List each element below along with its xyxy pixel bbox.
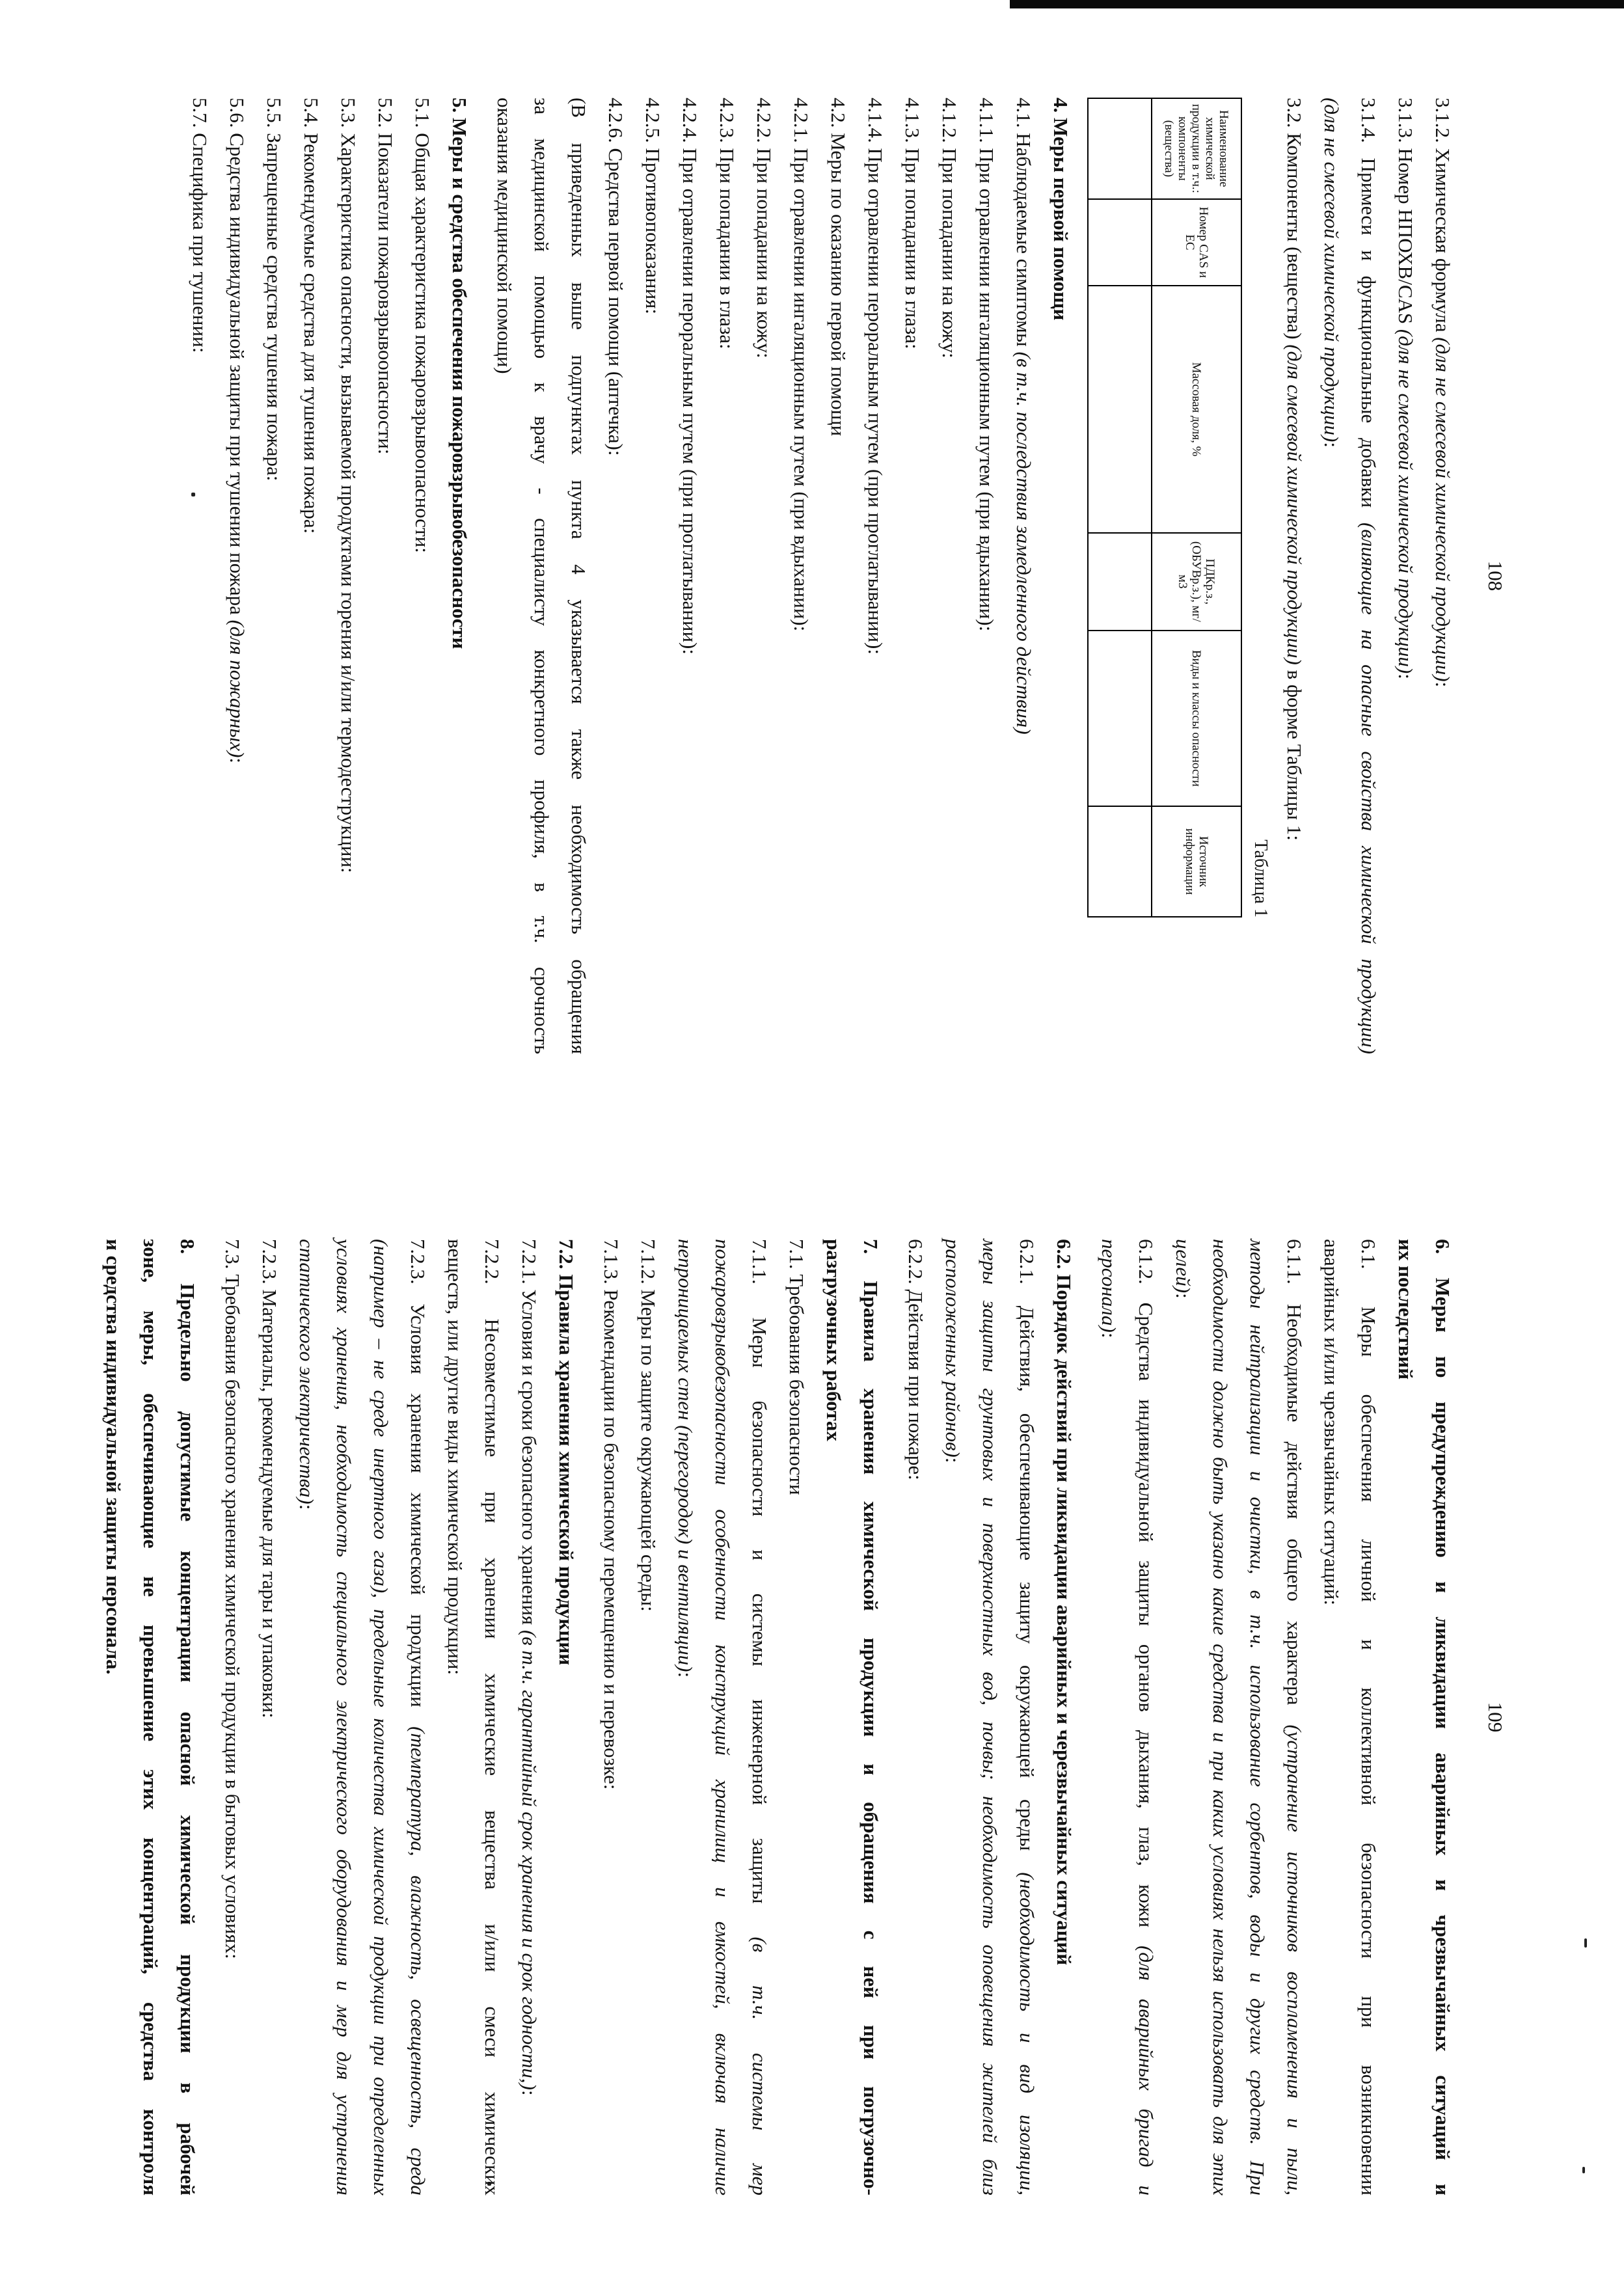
text-line: [293, 98, 330, 1054]
text-line: [437, 1239, 474, 2195]
text-run: 7.1.3. Рекомендации по безопасному перемещению и перевозке:: [600, 1239, 623, 1790]
text-line: [597, 98, 634, 1054]
text-run: 6.2.2. Действия при пожаре:: [904, 1239, 927, 1480]
text-line: [593, 1239, 630, 2195]
text-run: 5.5. Запрещенные средства тушения пожара:: [263, 98, 286, 482]
text-run: :: [295, 1504, 318, 1510]
text-run: (В приведенных выше подпунктах пункта 4 указывается также необходимость обращения: [567, 98, 590, 1054]
text-line: [1046, 1239, 1083, 2195]
text-line: [182, 98, 219, 1054]
text-run: 5.6. Средства индивидуальной защиты при тушении пожара: [226, 98, 249, 620]
text-run: 7.1.1. Меры безопасности и системы инженерной защиты: [748, 1239, 771, 1937]
text-run: 4.2.3. При попадании в глаза:: [716, 98, 738, 349]
bold-run: их последствий: [1394, 1239, 1417, 1380]
bold-run: 6. Меры по предупреждению и ликвидации аварийных и чрезвычайных ситуаций и: [1431, 1239, 1454, 2195]
italic-run: (для пожарных): [226, 619, 249, 758]
italic-run: непроницаемых стен (перегородок) и вентиляции): [674, 1239, 697, 1672]
text-line: [1387, 98, 1424, 1054]
bold-run: 5. Меры и средства обеспечения пожаровзрывобезопасности: [448, 98, 471, 649]
bold-run: 6.2. Порядок действий при ликвидации аварийных и черезвычайных ситуаций: [1053, 1239, 1076, 1966]
text-run: 4.1. Наблюдаемые симптомы: [1012, 98, 1035, 352]
italic-run: необходимости должно быть указано какие средства и при каких условиях нельзя использовать для этих: [1209, 1239, 1232, 2195]
text-run: в форме Таблицы 1:: [1283, 664, 1306, 841]
text-line: [671, 98, 709, 1054]
text-line: [486, 98, 523, 1054]
text-run: 4.2.6. Средства первой помощи (аптечка):: [604, 98, 627, 456]
text-run: за медицинской помощью к врачу - специалисту конкретного профиля, в т.ч. срочность: [530, 98, 553, 1054]
text-run: 4.1.3. При попадании в глаза:: [901, 98, 924, 349]
text-line: [330, 98, 367, 1054]
empty-cell: [1088, 199, 1152, 286]
text-run: :: [1431, 681, 1454, 688]
text-line: [1165, 1239, 1202, 2195]
text-run: 7.3. Требования безопасного хранения химической продукции в бытовых условиях:: [221, 1239, 244, 1959]
text-line: [709, 98, 746, 1054]
text-line: [256, 98, 293, 1054]
text-run: 4.1.2. При попадании на кожу:: [938, 98, 961, 359]
bold-run: 7. Правила хранения химической продукции и обращения с ней при погрузочно-: [859, 1239, 882, 2195]
text-line: [746, 98, 783, 1054]
text-line: [523, 98, 560, 1054]
scan-speck: [1582, 2167, 1585, 2173]
text-line: [931, 98, 968, 1054]
text-run: :: [1320, 442, 1343, 448]
text-line: [169, 1239, 206, 2195]
bold-run: 8. Предельно допустимые концентрации опасной химической продукции в рабочей: [176, 1239, 199, 2195]
text-run: 4.2.4. При отравлении пероральным путем (при проглатывании):: [679, 98, 701, 655]
empty-cell: [1088, 286, 1152, 533]
italic-run: расположенных районов): [941, 1239, 964, 1458]
text-run: веществ, или другие виды химической продукции:: [444, 1239, 467, 1676]
italic-run: (устранение источников воспламенения и пыли,: [1283, 1724, 1306, 2195]
italic-run: (для не смесевой химической продукции): [1320, 98, 1343, 442]
text-line: [1424, 1239, 1461, 2195]
text-line: [815, 1239, 852, 2195]
text-run: 3.2. Компоненты (вещества): [1283, 98, 1306, 345]
text-line: [1239, 1239, 1276, 2195]
text-line: [95, 1239, 132, 2195]
text-run: :: [941, 1457, 964, 1463]
text-run: 7.1. Требования безопасности: [785, 1239, 808, 1495]
page-109: [0, 1141, 1624, 2280]
italic-run: (для не смесевой химической продукции): [1431, 337, 1454, 682]
text-line: [971, 1239, 1008, 2195]
page-108-section-3: [1276, 98, 1461, 1054]
text-line: [1090, 1239, 1128, 2195]
text-line: [857, 98, 894, 1054]
text-run: :: [1394, 673, 1417, 679]
page-number: 108: [1484, 560, 1507, 591]
col-header-name: Наименование химической продукции в т.ч.: компоненты (вещества): [1152, 98, 1241, 199]
text-line: [894, 98, 931, 1054]
text-run: 5.3. Характеристика опасности, вызываемой продуктами горения и/или термодеструкции:: [337, 98, 360, 873]
text-run: :: [518, 2089, 541, 2096]
text-line: [897, 1239, 934, 2195]
italic-run: (в т.ч. последствия замедленного действия): [1012, 351, 1035, 735]
text-run: :: [674, 1672, 697, 1678]
text-line: [667, 1239, 704, 2195]
empty-cell: [1088, 533, 1152, 631]
text-line: [219, 98, 256, 1054]
text-line: [634, 98, 671, 1054]
col-header-info-source: Источник информации: [1152, 806, 1241, 917]
italic-run: статического электричества): [295, 1239, 318, 1504]
text-line: [1008, 1239, 1046, 2195]
col-header-cas-ec: Номер CAS и ЕС: [1152, 199, 1241, 286]
scan-speck: [1584, 1938, 1587, 1948]
text-run: 4.2.1. При отравлении ингаляционным путем (при вдыхании):: [790, 98, 813, 632]
text-line: [1387, 1239, 1424, 2195]
text-run: 5.2. Показатели пожаровзрывоопасности:: [374, 98, 397, 455]
italic-run: условиях хранения, необходимость специального электрического оборудования и мер для устранения: [332, 1239, 355, 2195]
text-run: 6.1. Меры обеспечения личной и коллективной безопасности при возникновении: [1357, 1239, 1380, 2195]
text-run: 6.2.1. Действия, обеспечивающие защиту окружающей среды: [1016, 1239, 1038, 1873]
text-run: :: [1098, 1332, 1120, 1338]
text-line: [214, 1239, 251, 2195]
text-line: [1276, 98, 1313, 1054]
text-run: 6.1.1. Необходимые действия общего характера: [1283, 1239, 1306, 1725]
text-line: [1042, 98, 1079, 1054]
text-line: [1202, 1239, 1239, 2195]
text-run: 5.1. Общая характеристика пожаровзрывоопасности:: [411, 98, 434, 553]
table-caption: Таблица 1: [1251, 839, 1271, 917]
scan-half-page-109: [0, 1141, 1624, 2282]
italic-run: (например – не среде инертного газа), предельные количества химической продукции при определенных: [370, 1239, 392, 2195]
text-run: оказания медицинской помощи): [493, 98, 516, 374]
text-line: [852, 1239, 889, 2195]
page-109-content: [95, 1239, 1509, 2195]
components-table: [1087, 98, 1242, 917]
text-line: [1128, 1239, 1165, 2195]
text-run: 4.2.2. При попадании на кожу:: [753, 98, 776, 359]
text-line: [548, 1239, 585, 2195]
text-run: 7.2.2. Несовместимые при хранении химические вещества и/или смеси химических: [481, 1239, 504, 2195]
italic-run: (необходимость и вид изоляции,: [1016, 1872, 1038, 2195]
text-run: 7.1.2. Меры по защите окружающей среды:: [637, 1239, 660, 1612]
page-108: [0, 0, 1624, 1139]
text-line: [968, 98, 1005, 1054]
text-line: [1313, 98, 1350, 1054]
text-line: [288, 1239, 325, 2195]
text-run: 7.2.1. Условия и сроки безопасного хранения: [518, 1239, 541, 1630]
bold-run: 4. Меры первой помощи: [1049, 98, 1072, 321]
italic-run: персонала): [1098, 1239, 1120, 1333]
italic-run: (в т.ч. гарантийный срок хранения и срок годности,): [518, 1629, 541, 2090]
empty-cell: [1088, 98, 1152, 199]
components-table-empty-row: [1088, 98, 1152, 917]
italic-run: (для аварийных бригад и: [1135, 1946, 1157, 2195]
text-run: 6.1.2. Средства индивидуальной защиты органов дыхания, глаз, кожи: [1135, 1239, 1157, 1946]
italic-run: (температура, влажность, освещенность, среда: [407, 1726, 429, 2195]
text-line: [367, 98, 404, 1054]
components-table-header-row: [1152, 98, 1241, 917]
italic-run: методы нейтрализации и очистки, в т.ч. использование сорбентов, воды и других средств. При: [1246, 1239, 1269, 2195]
page-108-content: [182, 98, 1509, 1054]
text-run: аварийных и/или чрезвычайных ситуаций:: [1320, 1239, 1343, 1605]
text-line: [511, 1239, 548, 2195]
italic-run: (в т.ч. системы мер: [748, 1936, 771, 2195]
col-header-hazard-classes: Виды и классы опасности: [1152, 631, 1241, 806]
text-run: :: [226, 757, 249, 764]
bold-run: разгрузочных работах: [822, 1239, 845, 1441]
scan-artifact-smudge: [1010, 0, 1624, 8]
text-run: 3.1.2. Химическая формула: [1431, 98, 1454, 338]
text-run: 4.1.1. При отравлении ингаляционным путем (при вдыхании):: [975, 98, 998, 632]
text-run: 7.2.3. Материалы, рекомендуемые для тары и упаковки:: [258, 1239, 281, 1718]
text-line: [325, 1239, 362, 2195]
bold-run: зоне, меры, обеспечивающие не превышение этих концентраций, средства контроля: [139, 1239, 162, 2195]
bold-run: и средства индивидуальной защиты персонала.: [102, 1239, 125, 1675]
text-run: 5.7. Специфика при тушении:: [189, 98, 211, 353]
text-line: [1350, 98, 1387, 1054]
page-109-sections-6-7-8: [95, 1239, 1461, 2195]
italic-run: целей): [1172, 1239, 1195, 1294]
text-line: [1350, 1239, 1387, 2195]
italic-run: (для не смесевой химической продукции): [1394, 329, 1417, 674]
text-run: :: [1172, 1293, 1195, 1299]
text-line: [441, 98, 478, 1054]
empty-cell: [1088, 631, 1152, 806]
text-line: [362, 1239, 399, 2195]
text-line: [783, 98, 820, 1054]
text-run: 3.1.3. Номер НПОХВ/CAS: [1394, 98, 1417, 329]
text-line: [778, 1239, 815, 2195]
text-line: [399, 1239, 437, 2195]
empty-cell: [1088, 806, 1152, 917]
italic-run: (для смесевой химической продукции): [1283, 344, 1306, 665]
col-header-pdk: ПДКр.з., (ОБУВр.з.), мг/м3: [1152, 533, 1241, 631]
text-line: [820, 98, 857, 1054]
page-number: 109: [1484, 1702, 1507, 1733]
text-line: [934, 1239, 971, 2195]
text-line: [132, 1239, 169, 2195]
text-run: 7.2.3. Условия хранения химической продукции: [407, 1239, 429, 1727]
text-run: 4.2. Меры по оказанию первой помощи: [827, 98, 850, 437]
text-run: 4.2.5. Противопоказания:: [642, 98, 664, 315]
text-line: [404, 98, 441, 1054]
text-line: [474, 1239, 511, 2195]
text-line: [1424, 98, 1461, 1054]
text-run: 4.1.4. При отравлении пероральным путем (при проглатывании):: [864, 98, 887, 655]
col-header-mass-fraction: Массовая доля, %: [1152, 286, 1241, 533]
text-line: [704, 1239, 741, 2195]
text-line: [630, 1239, 667, 2195]
italic-run: пожаровзрывобезопасности особенности конструкций хранилищ и емкостей, включая наличие: [711, 1239, 734, 2195]
text-line: [560, 98, 597, 1054]
text-line: [1313, 1239, 1350, 2195]
text-line: [251, 1239, 288, 2195]
text-run: 5.4. Рекомендуемые средства для тушения пожара:: [300, 98, 323, 534]
page-108-sections-4-5: [182, 98, 1079, 1054]
text-line: [1276, 1239, 1313, 2195]
italic-run: меры защиты грунтовых и поверхностных вод, почвы; необходимость оповещения жителей близ: [979, 1239, 1001, 2195]
bold-run: 7.2. Правила хранения химической продукции: [555, 1239, 578, 1666]
text-line: [1005, 98, 1042, 1054]
italic-run: (влияющие на опасные свойства химической продукции): [1357, 523, 1380, 1054]
text-run: 3.1.4. Примеси и функциональные добавки: [1357, 98, 1380, 523]
text-line: [741, 1239, 778, 2195]
